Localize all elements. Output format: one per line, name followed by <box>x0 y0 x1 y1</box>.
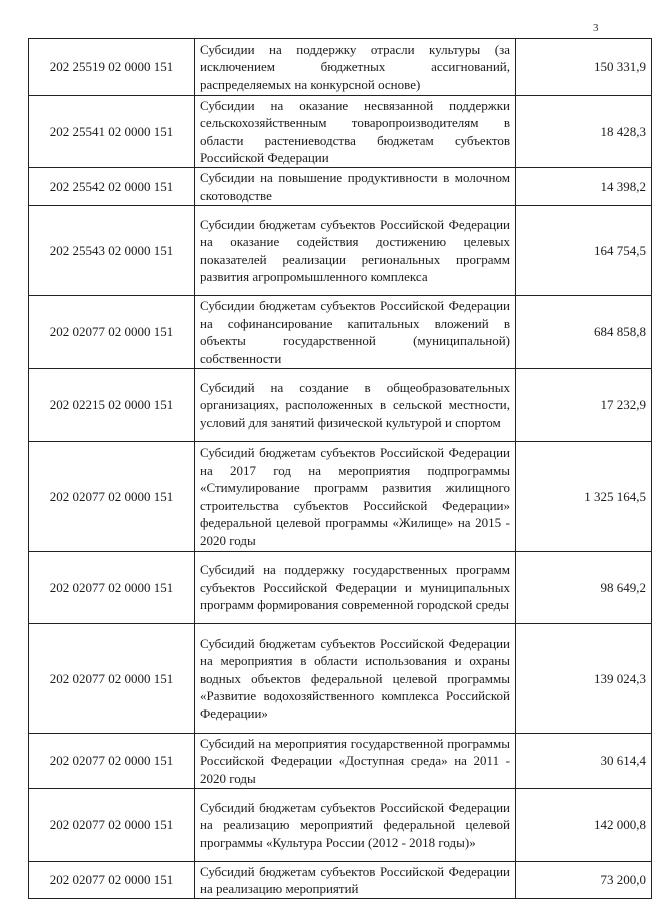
table-row <box>29 39 652 96</box>
subsidy-amount: 684 858,8 <box>516 296 652 369</box>
subsidy-amount: 14 398,2 <box>516 168 652 206</box>
subsidy-description: Субсидий на поддержку государственных программ субъектов Российской Федерации и муниципальных программ формирования современной городской среды <box>195 552 516 624</box>
budget-code: 202 02077 02 0000 151 <box>29 552 195 624</box>
subsidy-amount: 18 428,3 <box>516 96 652 168</box>
page-number: 3 <box>593 22 599 34</box>
budget-code: 202 25519 02 0000 151 <box>29 39 195 96</box>
table-row <box>29 369 652 442</box>
subsidy-description: Субсидий на создание в общеобразовательных организациях, расположенных в сельской местности, условий для занятий физической культурой и спортом <box>195 369 516 442</box>
subsidy-description: Субсидий бюджетам субъектов Российской Федерации на 2017 год на мероприятия подпрограммы «Стимулирование программ развития жилищного строительства субъектов Российской Федерации» федеральной целевой программы «Жилище» на 2015 - 2020 годы <box>195 442 516 552</box>
table-row <box>29 624 652 734</box>
table-row <box>29 168 652 206</box>
budget-code: 202 25541 02 0000 151 <box>29 96 195 168</box>
table-row <box>29 862 652 899</box>
budget-code: 202 02077 02 0000 151 <box>29 296 195 369</box>
table-row <box>29 206 652 296</box>
budget-code: 202 02215 02 0000 151 <box>29 369 195 442</box>
table-row <box>29 442 652 552</box>
subsidy-description: Субсидии бюджетам субъектов Российской Федерации на софинансирование капитальных вложений в объекты государственной (муниципальной) собственности <box>195 296 516 369</box>
table-row <box>29 789 652 862</box>
subsidy-amount: 1 325 164,5 <box>516 442 652 552</box>
subsidy-amount: 150 331,9 <box>516 39 652 96</box>
table-row <box>29 296 652 369</box>
subsidy-amount: 139 024,3 <box>516 624 652 734</box>
budget-table <box>28 38 652 899</box>
subsidy-amount: 30 614,4 <box>516 734 652 789</box>
budget-code: 202 25542 02 0000 151 <box>29 168 195 206</box>
budget-code: 202 02077 02 0000 151 <box>29 862 195 899</box>
table-row <box>29 552 652 624</box>
subsidy-description: Субсидий бюджетам субъектов Российской Федерации на реализацию мероприятий федеральной целевой программы «Культура России (2012 - 2018 годы)» <box>195 789 516 862</box>
subsidy-amount: 17 232,9 <box>516 369 652 442</box>
subsidy-description: Субсидий бюджетам субъектов Российской Федерации на реализацию мероприятий <box>195 862 516 899</box>
subsidy-description: Субсидий на мероприятия государственной программы Российской Федерации «Доступная среда» на 2011 - 2020 годы <box>195 734 516 789</box>
subsidy-description: Субсидии на поддержку отрасли культуры (за исключением бюджетных ассигнований, распределяемых на конкурсной основе) <box>195 39 516 96</box>
subsidy-description: Субсидии на повышение продуктивности в молочном скотоводстве <box>195 168 516 206</box>
budget-code: 202 02077 02 0000 151 <box>29 734 195 789</box>
table-row <box>29 96 652 168</box>
subsidy-description: Субсидий бюджетам субъектов Российской Федерации на мероприятия в области использования и охраны водных объектов федеральной целевой программы «Развитие водохозяйственного комплекса Российской Федерации» <box>195 624 516 734</box>
table-row <box>29 734 652 789</box>
budget-code: 202 02077 02 0000 151 <box>29 624 195 734</box>
subsidy-amount: 73 200,0 <box>516 862 652 899</box>
subsidy-amount: 142 000,8 <box>516 789 652 862</box>
subsidy-description: Субсидии бюджетам субъектов Российской Федерации на оказание содействия достижению целевых показателей реализации региональных программ развития агропромышленного комплекса <box>195 206 516 296</box>
budget-code: 202 02077 02 0000 151 <box>29 442 195 552</box>
budget-code: 202 25543 02 0000 151 <box>29 206 195 296</box>
subsidy-description: Субсидии на оказание несвязанной поддержки сельскохозяйственным товаропроизводителям в области растениеводства бюджетам субъектов Российской Федерации <box>195 96 516 168</box>
budget-code: 202 02077 02 0000 151 <box>29 789 195 862</box>
subsidy-amount: 98 649,2 <box>516 552 652 624</box>
subsidy-amount: 164 754,5 <box>516 206 652 296</box>
